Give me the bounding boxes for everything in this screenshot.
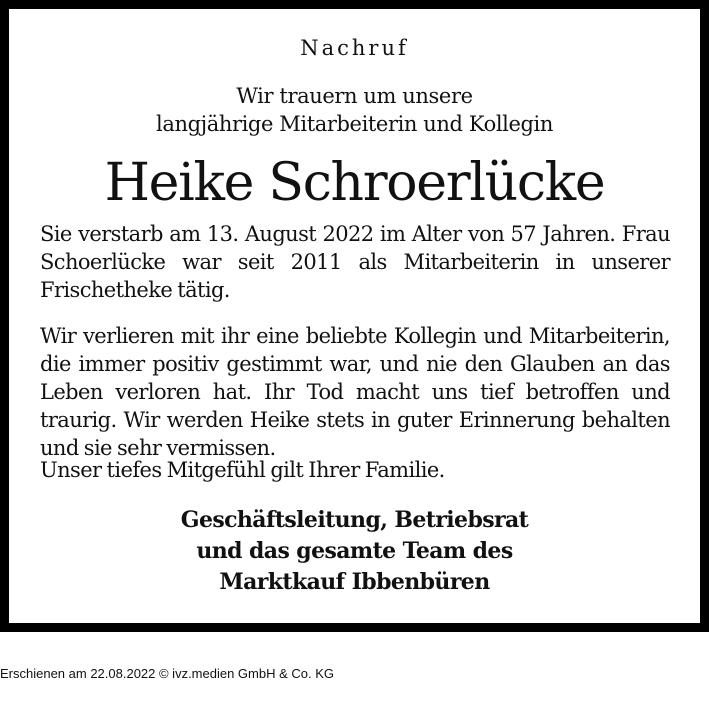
deceased-name: Heike Schroerlücke <box>104 153 605 213</box>
paragraph-death-info: Sie verstarb am 13. August 2022 im Alter von 57 Jahren. Frau Schoerlücke war seit 2011 als Mitarbeiterin in unserer Frischetheke tätig. <box>40 222 670 302</box>
paragraph-condolence: Unser tiefes Mitgefühl gilt Ihrer Familie. <box>40 458 445 482</box>
paragraph-tribute: Wir verlieren mit ihr eine beliebte Kollegin und Mitarbeiterin, die immer positiv gestimmt war, und nie den Glauben an das Leben verloren hat. Ihr Tod macht uns tief betroffen und traurig. Wir werden Heike stets in guter Erinnerung behalten und sie sehr vermissen. <box>40 324 670 460</box>
intro-line: langjährige Mitarbeiterin und Kollegin <box>156 112 553 136</box>
signature-block <box>9 505 700 598</box>
notice-heading: Nachruf <box>300 36 409 60</box>
intro-text <box>9 82 700 138</box>
intro-line: Wir trauern um unsere <box>236 84 473 108</box>
signature-line: und das gesamte Team des <box>196 538 513 564</box>
publication-footer: Erschienen am 22.08.2022 © ivz.medien GmbH & Co. KG <box>0 666 335 681</box>
signature-line: Geschäftsleitung, Betriebsrat <box>180 507 529 533</box>
signature-line: Marktkauf Ibbenbüren <box>219 569 490 595</box>
